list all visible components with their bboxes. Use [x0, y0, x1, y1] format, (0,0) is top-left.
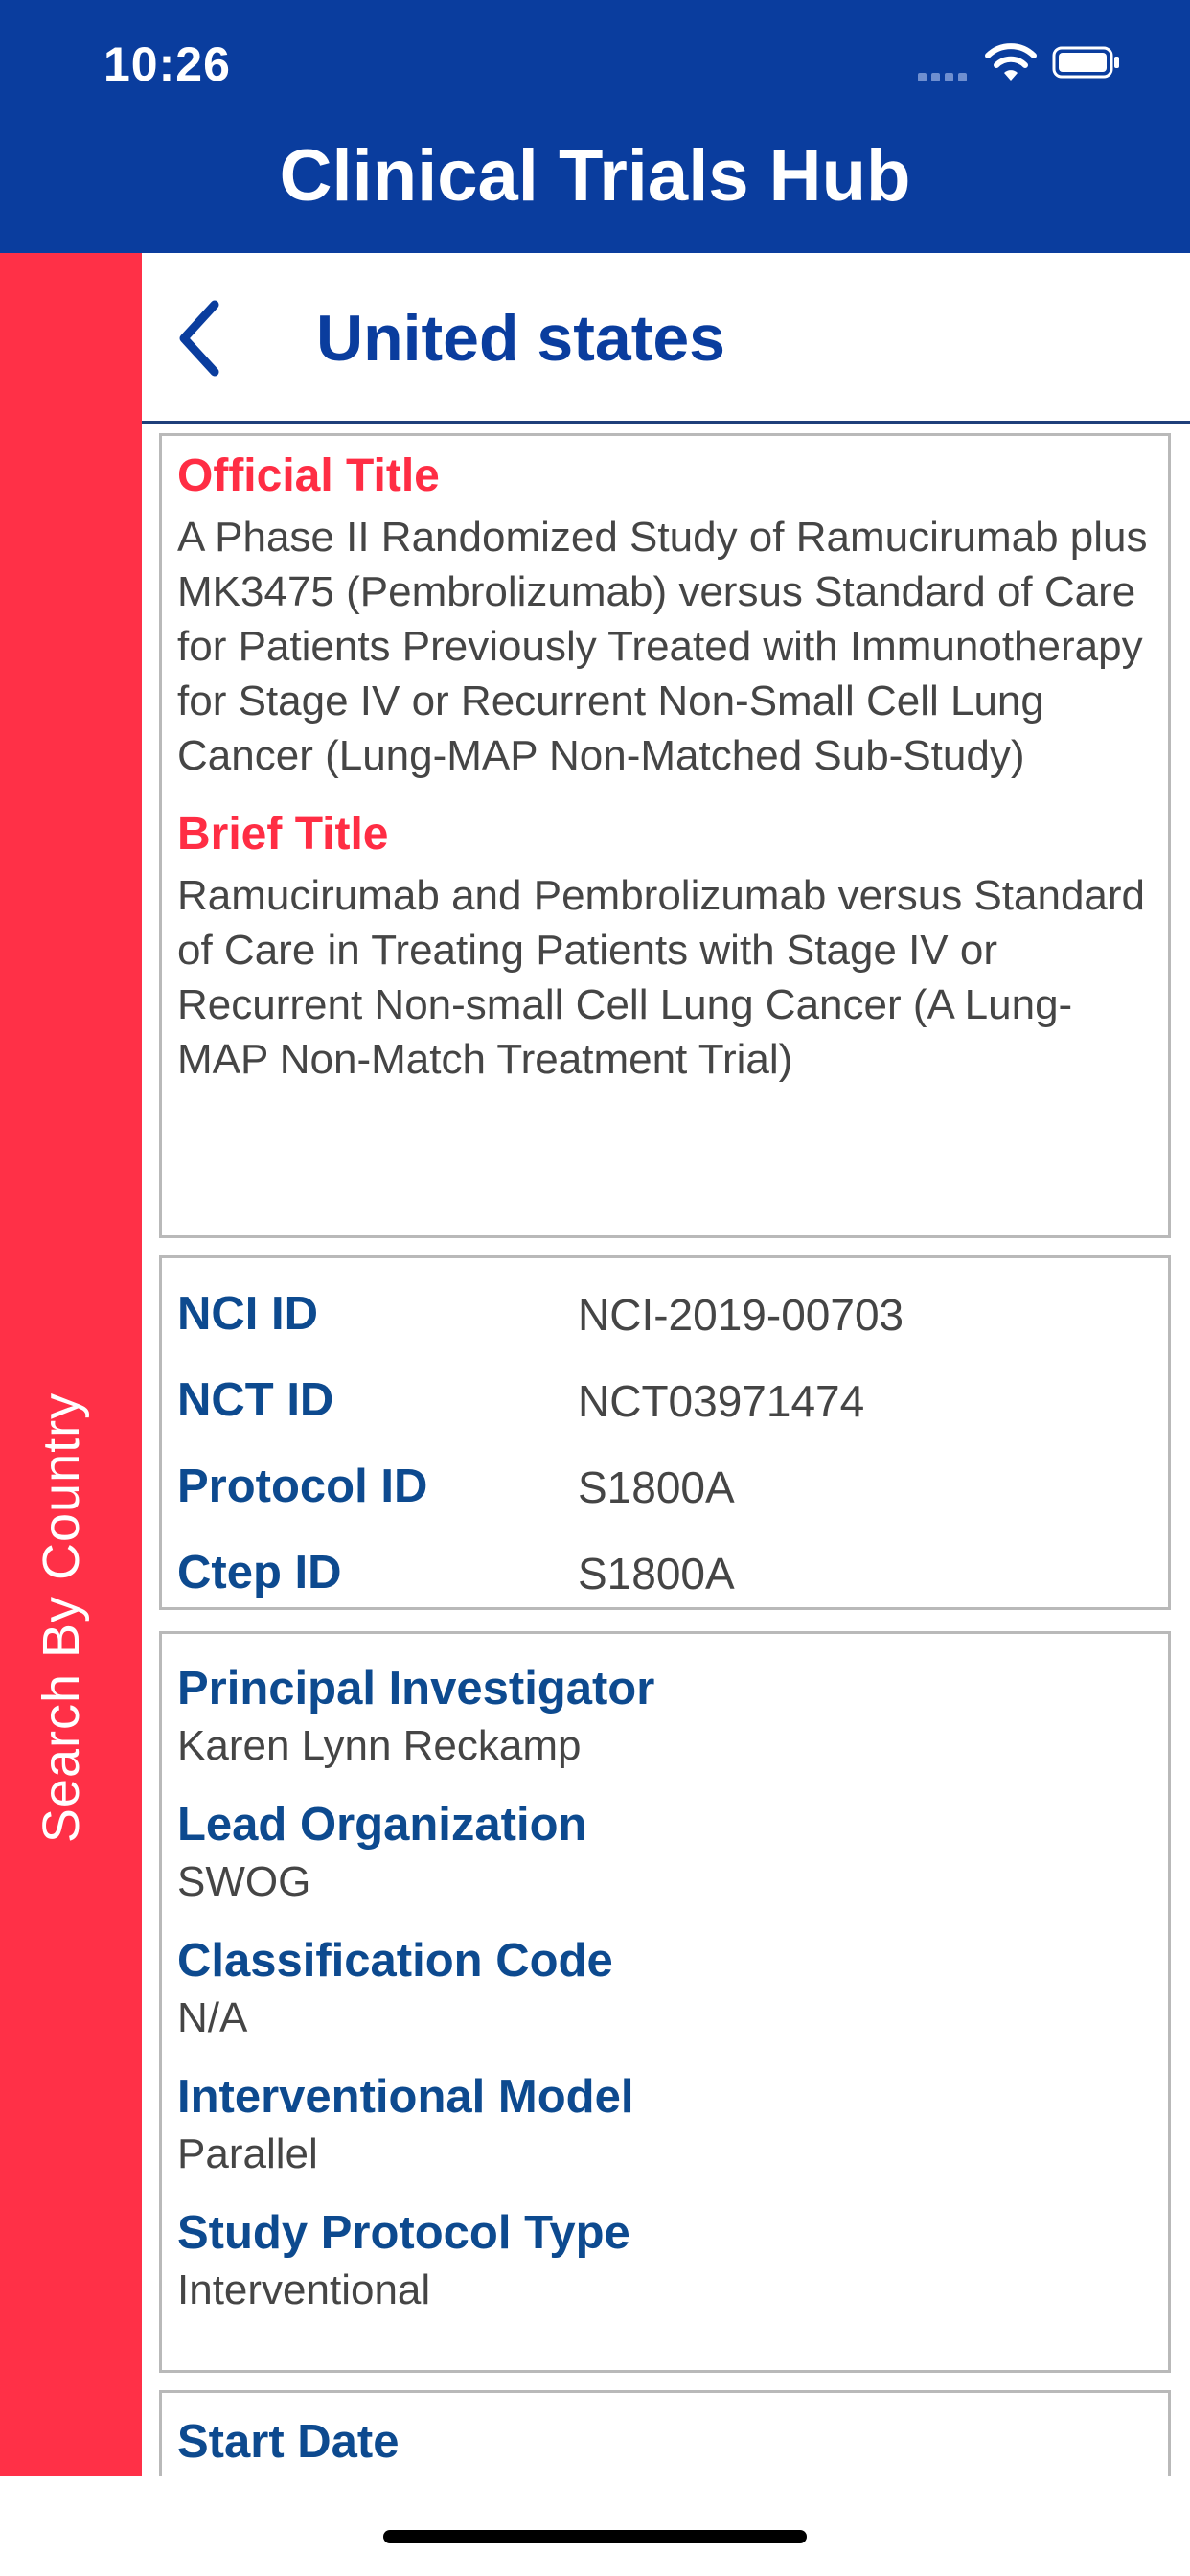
dates-card	[159, 2390, 1171, 2476]
home-indicator[interactable]	[383, 2530, 807, 2543]
titles-card	[159, 433, 1171, 1238]
ctep-id-label: Ctep ID	[177, 1547, 342, 1598]
search-by-country-label: Search By Country	[33, 1392, 90, 1844]
brief-title-value: Ramucirumab and Pembrolizumab versus Standard of Care in Treating Patients with Stage IV or Recurrent Non-small Cell Lung Cancer (A Lung-MAP Non-Match Treatment Trial)	[177, 872, 1146, 1083]
app-header	[0, 0, 1190, 253]
principal-investigator-value: Karen Lynn Reckamp	[177, 1722, 582, 1769]
protocol-id-value: S1800A	[578, 1462, 735, 1512]
ids-card	[159, 1255, 1171, 1610]
lead-organization-value: SWOG	[177, 1858, 311, 1905]
official-title-label: Official Title	[177, 450, 440, 501]
principal-investigator-label: Principal Investigator	[177, 1663, 655, 1714]
wifi-icon	[983, 42, 1039, 84]
lead-organization-label: Lead Organization	[177, 1799, 587, 1851]
brief-title-label: Brief Title	[177, 809, 389, 860]
chevron-left-icon[interactable]	[171, 295, 228, 381]
page-title: United states	[316, 302, 725, 375]
classification-code-label: Classification Code	[177, 1935, 613, 1987]
battery-icon	[1052, 46, 1121, 79]
official-title-value: A Phase II Randomized Study of Ramucirumab plus MK3475 (Pembrolizumab) versus Standard of Care for Patients Previously Treated with Immunotherapy for Stage IV or Recurrent Non-Small Cell Lung Cancer (Lung-MAP Non-Matched Sub-Study)	[177, 514, 1148, 779]
nct-id-value: NCT03971474	[578, 1376, 865, 1426]
study-protocol-type-label: Study Protocol Type	[177, 2207, 630, 2259]
details-card	[159, 1631, 1171, 2373]
start-date-label: Start Date	[177, 2416, 400, 2468]
cellular-signal-icon	[918, 69, 975, 80]
nav-bar	[142, 253, 1190, 424]
ctep-id-value: S1800A	[578, 1549, 735, 1598]
trial-detail-content[interactable]	[142, 253, 1190, 2476]
interventional-model-value: Parallel	[177, 2130, 318, 2177]
nci-id-value: NCI-2019-00703	[578, 1290, 904, 1340]
nci-id-label: NCI ID	[177, 1288, 318, 1340]
protocol-id-label: Protocol ID	[177, 1460, 428, 1512]
classification-code-value: N/A	[177, 1994, 248, 2041]
app-title: Clinical Trials Hub	[279, 135, 911, 217]
search-by-country-tab[interactable]	[0, 253, 142, 2476]
nct-id-label: NCT ID	[177, 1374, 334, 1426]
interventional-model-label: Interventional Model	[177, 2071, 634, 2123]
study-protocol-type-value: Interventional	[177, 2266, 431, 2313]
status-time: 10:26	[103, 37, 231, 91]
